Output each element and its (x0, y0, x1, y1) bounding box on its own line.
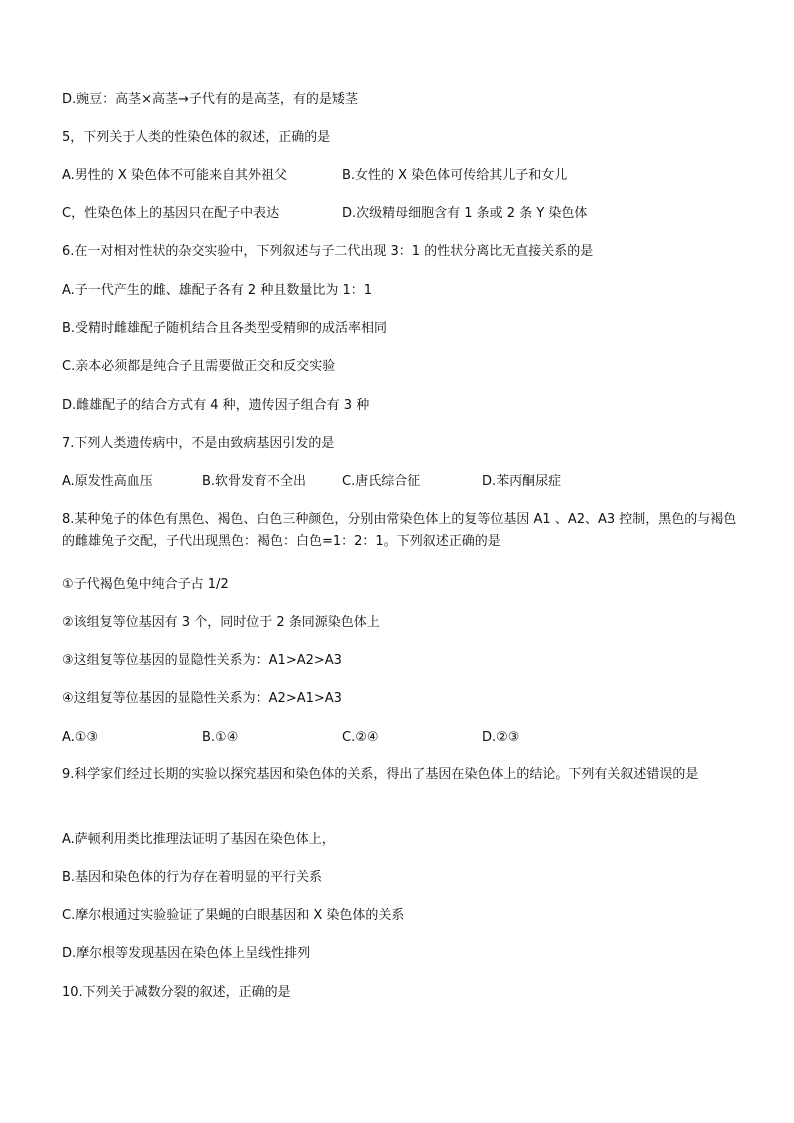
q7-stem: 7.下列人类遗传病中，不是由致病基因引发的是 (62, 436, 335, 451)
q5-option-d: D.次级精母细胞含有 1 条或 2 条 Y 染色体 (342, 206, 588, 221)
q5-options-row1 (62, 167, 742, 185)
q6-option-a: A.子一代产生的雌、雄配子各有 2 种且数量比为 1：1 (62, 283, 373, 298)
q6-option-c: C.亲本必须都是纯合子且需要做正交和反交实验 (62, 359, 336, 374)
q8-statement-2: ②该组复等位基因有 3 个，同时位于 2 条同源染色体上 (62, 615, 380, 630)
q7-option-b: B.软骨发育不全出 (202, 474, 307, 489)
q8-stem: 8.某种兔子的体色有黑色、褐色、白色三种颜色，分别由常染色体上的复等位基因 A1 、A2、A3 控制，黑色的与褐色的雌雄兔子交配，子代出现黑色：褐色：白色=1：2：1。下列叙述正确的是 (62, 512, 737, 549)
q5-options-row2 (62, 205, 742, 223)
q6-option-d: D.雌雄配子的结合方式有 4 种，遗传因子组合有 3 种 (62, 398, 370, 413)
q5-option-b: B.女性的 X 染色体可传给其儿子和女儿 (342, 168, 568, 183)
q9-stem: 9.科学家们经过长期的实验以探究基因和染色体的关系，得出了基因在染色体上的结论。下列有关叙述错误的是 (62, 767, 699, 782)
q8-options-row (62, 729, 742, 747)
q5-option-c: C，性染色体上的基因只在配子中表达 (62, 206, 280, 221)
q9-option-c: C.摩尔根通过实验验证了果蝇的白眼基因和 X 染色体的关系 (62, 908, 405, 923)
q7-option-c: C.唐氏综合征 (342, 474, 421, 489)
q5-stem: 5，下列关于人类的性染色体的叙述，正确的是 (62, 130, 331, 145)
q8-statement-3: ③这组复等位基因的显隐性关系为：A1>A2>A3 (62, 653, 342, 668)
q6-option-b: B.受精时雌雄配子随机结合且各类型受精卵的成活率相同 (62, 321, 388, 336)
q7-option-a: A.原发性高血压 (62, 474, 153, 489)
q8-statement-4: ④这组复等位基因的显隐性关系为：A2>A1>A3 (62, 691, 342, 706)
q9-option-a: A.萨顿利用类比推理法证明了基因在染色体上， (62, 832, 335, 847)
q8-option-a: A.①③ (62, 730, 99, 745)
q7-option-d: D.苯丙酮尿症 (482, 474, 562, 489)
q8-option-b: B.①④ (202, 730, 239, 745)
q7-options-row (62, 473, 742, 491)
q10-stem: 10.下列关于减数分裂的叙述，正确的是 (62, 985, 291, 1000)
q4-option-d: D.豌豆：高茎×高茎→子代有的是高茎，有的是矮茎 (62, 92, 358, 107)
q6-stem: 6.在一对相对性状的杂交实验中，下列叙述与子二代出现 3：1 的性状分离比无直接关系的是 (62, 244, 594, 259)
q5-option-a: A.男性的 X 染色体不可能来自其外祖父 (62, 168, 287, 183)
q8-option-d: D.②③ (482, 730, 520, 745)
q9-option-d: D.摩尔根等发现基因在染色体上呈线性排列 (62, 946, 311, 961)
q8-option-c: C.②④ (342, 730, 379, 745)
q9-option-b: B.基因和染色体的行为存在着明显的平行关系 (62, 870, 323, 885)
q8-statement-1: ①子代褐色兔中纯合子占 1/2 (62, 577, 229, 592)
